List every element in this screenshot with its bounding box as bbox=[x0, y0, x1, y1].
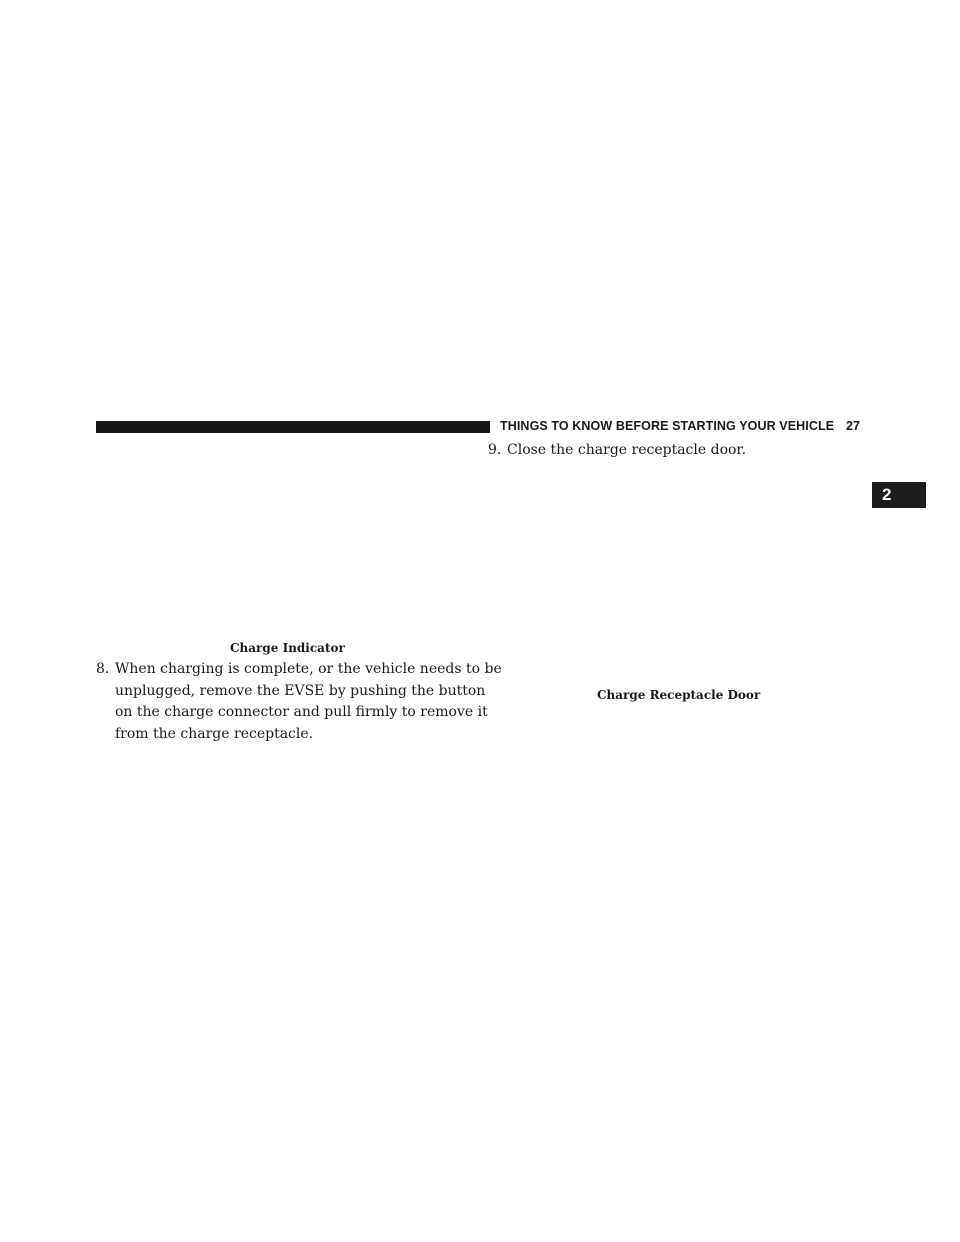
step-9-number: 9. bbox=[488, 442, 502, 458]
page-number: 27 bbox=[846, 419, 860, 433]
charge-receptacle-door-figure bbox=[488, 470, 858, 680]
step-8 bbox=[96, 659, 502, 745]
step-8-line-3: on the charge connector and pull firmly to remove it bbox=[115, 704, 488, 720]
step-8-line-2: unplugged, remove the EVSE by pushing the button bbox=[115, 682, 486, 699]
step-8-line-4: from the charge receptacle. bbox=[115, 725, 314, 742]
charge-indicator-figure bbox=[96, 452, 480, 640]
step-9 bbox=[488, 440, 746, 462]
step-8-line-1: 8. When charging is complete, or the vehicle needs to be bbox=[96, 659, 476, 681]
charge-receptacle-door-caption: Charge Receptacle Door bbox=[597, 688, 761, 702]
section-header-title: THINGS TO KNOW BEFORE STARTING YOUR VEHICLE bbox=[500, 419, 835, 433]
step-8-number: 8. bbox=[96, 661, 110, 677]
header-rule bbox=[96, 421, 490, 433]
step-9-text: Close the charge receptacle door. bbox=[507, 442, 747, 458]
charge-indicator-caption: Charge Indicator bbox=[230, 641, 345, 655]
chapter-tab: 2 bbox=[872, 482, 926, 508]
